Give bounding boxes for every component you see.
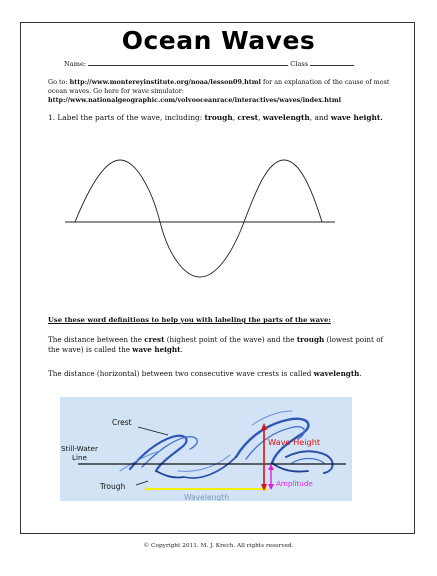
- goto-prefix: Go to:: [48, 78, 70, 86]
- link-montereyinstitute[interactable]: http://www.montereyinstitute.org/noaa/lesson09.html: [69, 78, 261, 86]
- def1-text-d: .: [180, 345, 183, 354]
- name-blank[interactable]: [88, 59, 288, 66]
- label-still-water: Still-Water: [61, 444, 98, 453]
- wave-parts-diagram: [60, 397, 352, 501]
- term-crest: crest: [237, 113, 259, 122]
- label-amplitude: Amplitude: [276, 479, 313, 488]
- definition-wavelength: [48, 369, 393, 379]
- copyright-footer: © Copyright 2011. M. J. Krech. All rights reserved.: [143, 543, 294, 549]
- class-label: Class: [290, 60, 309, 68]
- def2-text-a: The distance (horizontal) between two consecutive wave crests is called: [48, 369, 314, 378]
- separator: ,: [258, 113, 263, 122]
- term-wavelength: wavelength: [262, 113, 310, 122]
- sine-wave-curve: [75, 160, 322, 277]
- separator: ,: [232, 113, 238, 122]
- def2-text-b: .: [359, 369, 362, 378]
- page-title: Ocean Waves: [121, 26, 316, 55]
- class-blank[interactable]: [310, 59, 354, 66]
- link-nationalgeographic[interactable]: http://www.nationalgeographic.com/volvooceanrace/interactives/waves/index.html: [48, 96, 342, 104]
- def1-text-a: The distance between the: [48, 335, 145, 344]
- name-label: Name:: [64, 60, 87, 68]
- definition-wave-height: [48, 335, 393, 355]
- def1-text-c: (lowest point of the wave) is called the: [48, 335, 384, 354]
- goto-instructions: [48, 78, 393, 105]
- def2-wavelength: wavelength: [313, 369, 360, 378]
- sine-wave-figure: [60, 150, 360, 280]
- label-crest: Crest: [112, 418, 132, 427]
- separator: , and: [309, 113, 331, 122]
- name-class-line: [64, 59, 384, 68]
- goto-middle: for an explanation of the cause of most ocean waves. Go here for wave simulator:: [48, 78, 390, 95]
- label-wavelength: Wavelength: [184, 493, 230, 501]
- def1-crest: crest: [144, 335, 165, 344]
- def1-text-b: (highest point of the wave) and the: [164, 335, 297, 344]
- label-wave-height: Wave Height: [268, 437, 321, 447]
- def1-wave-height: wave height: [132, 345, 181, 354]
- definitions-heading: Use these word definitions to help you with labeling the parts of the wave:: [48, 316, 331, 324]
- label-trough: Trough: [100, 482, 126, 491]
- question-1: [48, 113, 393, 123]
- label-line: Line: [72, 453, 87, 462]
- def1-trough: trough: [296, 335, 325, 344]
- term-wave-height: wave height.: [330, 113, 383, 122]
- question-1-prefix: 1. Label the parts of the wave, including:: [48, 113, 205, 122]
- term-trough: trough: [204, 113, 233, 122]
